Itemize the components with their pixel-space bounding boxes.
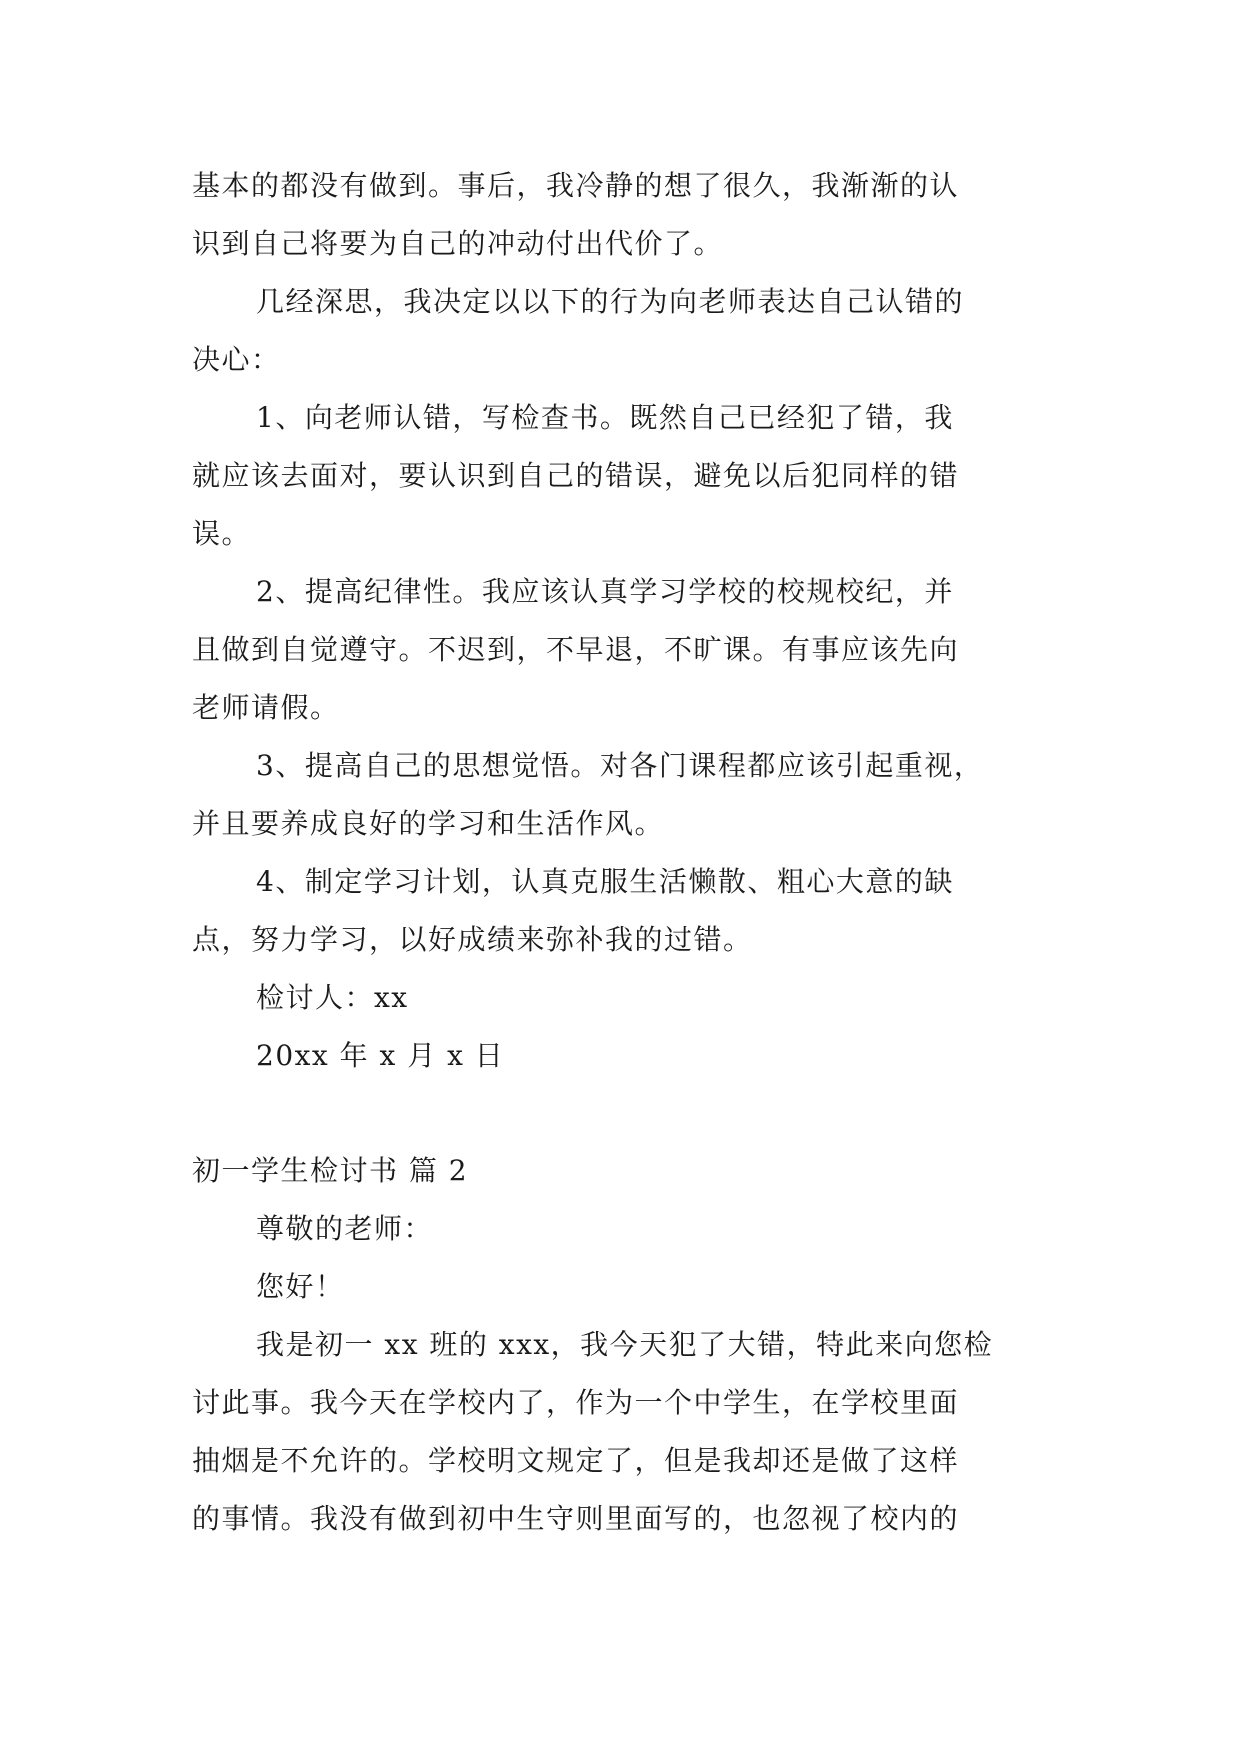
text-line: 且做到自觉遵守。不迟到，不早退，不旷课。有事应该先向 <box>192 633 960 666</box>
text-line: 决心： <box>192 343 281 376</box>
text-line: 点，努力学习，以好成绩来弥补我的过错。 <box>192 923 753 956</box>
salutation: 尊敬的老师： <box>256 1212 434 1245</box>
text-line: 就应该去面对，要认识到自己的错误，避免以后犯同样的错 <box>192 459 960 492</box>
signature-date: 20xx 年 x 月 x 日 <box>256 1039 505 1072</box>
signature-name: 检讨人：xx <box>256 981 409 1014</box>
text-line: 基本的都没有做到。事后，我冷静的想了很久，我渐渐的认 <box>192 169 960 202</box>
greeting: 您好！ <box>256 1270 345 1303</box>
list-item-4: 4、制定学习计划，认真克服生活懒散、粗心大意的缺 <box>256 865 954 898</box>
list-item-1: 1、向老师认错，写检查书。既然自己已经犯了错，我 <box>256 401 954 434</box>
text-line: 讨此事。我今天在学校内了，作为一个中学生，在学校里面 <box>192 1386 960 1419</box>
list-item-3: 3、提高自己的思想觉悟。对各门课程都应该引起重视， <box>256 749 984 782</box>
section-title: 初一学生检讨书 篇 2 <box>192 1154 469 1187</box>
text-line: 老师请假。 <box>192 691 340 724</box>
text-line: 误。 <box>192 517 252 550</box>
text-line: 抽烟是不允许的。学校明文规定了，但是我却还是做了这样 <box>192 1444 960 1477</box>
list-item-2: 2、提高纪律性。我应该认真学习学校的校规校纪，并 <box>256 575 954 608</box>
text-line: 识到自己将要为自己的冲动付出代价了。 <box>192 227 724 260</box>
text-line: 并且要养成良好的学习和生活作风。 <box>192 807 665 840</box>
text-line: 的事情。我没有做到初中生守则里面写的，也忽视了校内的 <box>192 1502 960 1535</box>
paragraph-line: 几经深思，我决定以以下的行为向老师表达自己认错的 <box>256 285 965 318</box>
paragraph-line: 我是初一 xx 班的 xxx，我今天犯了大错，特此来向您检 <box>256 1328 994 1361</box>
